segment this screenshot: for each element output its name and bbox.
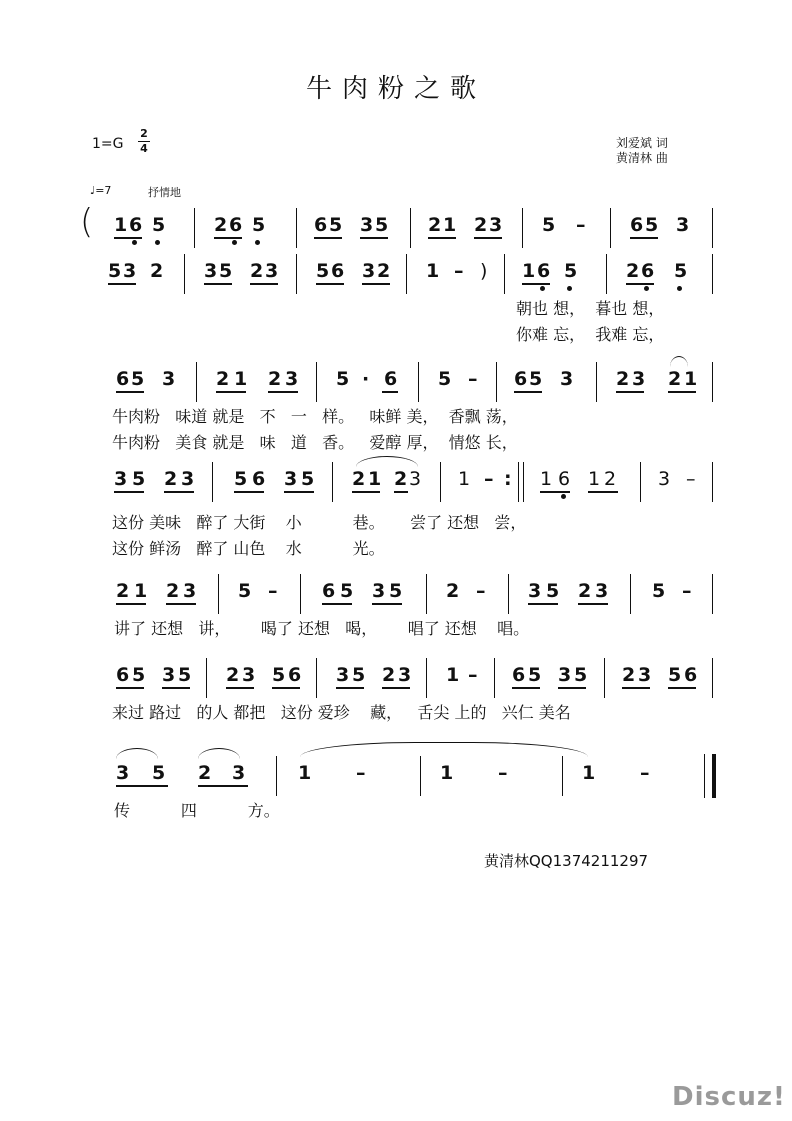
- note: 2: [474, 214, 488, 236]
- dash: –: [468, 664, 478, 686]
- measure-3-1: [114, 362, 194, 402]
- note: 1: [684, 368, 698, 390]
- measure-5-5: [526, 574, 626, 614]
- note: 1: [443, 214, 457, 236]
- measure-3-6: [614, 362, 708, 402]
- staff-line-3: [0, 362, 792, 402]
- note: 1: [234, 368, 248, 390]
- note: 6: [630, 214, 644, 236]
- staff-line-2: [0, 254, 792, 294]
- note: 6: [512, 664, 526, 686]
- note: 2: [394, 468, 408, 490]
- note: 3: [284, 468, 298, 490]
- note: 3: [123, 260, 137, 282]
- note: 5: [234, 468, 248, 490]
- note: 2: [150, 260, 164, 282]
- lyrics-line-2-verse-2: 你难 忘， 我难 忘，: [516, 325, 665, 344]
- measure-5-1: [114, 574, 214, 614]
- time-sig-bottom: 4: [140, 142, 148, 155]
- note: 3: [183, 580, 197, 602]
- note: 5: [132, 664, 146, 686]
- note: 2: [352, 468, 366, 490]
- note: 5: [352, 664, 366, 686]
- note: 5: [329, 214, 343, 236]
- note: 5: [108, 260, 122, 282]
- note: 6: [252, 468, 266, 490]
- lyrics-line-2-verse-1: 朝也 想， 暮也 想，: [516, 299, 665, 318]
- measure-4-6: [656, 462, 710, 502]
- measure-1-5: [540, 208, 606, 248]
- staff-line-6: [0, 658, 792, 698]
- note: 1: [134, 580, 148, 602]
- note: 5: [132, 468, 146, 490]
- note: 3: [162, 664, 176, 686]
- note: 2: [382, 664, 396, 686]
- time-sig-top: 2: [140, 127, 148, 140]
- note: 5: [238, 580, 252, 602]
- measure-2-1: [106, 254, 182, 294]
- song-title: 牛肉粉之歌: [305, 74, 486, 104]
- note: 3: [676, 214, 690, 236]
- note: 6: [558, 468, 571, 490]
- measure-3-2: [214, 362, 314, 402]
- note: 1: [446, 664, 460, 686]
- note: 6: [331, 260, 345, 282]
- note: 3: [362, 260, 376, 282]
- note: 3: [242, 664, 256, 686]
- note: 6: [537, 260, 551, 282]
- measure-3-4: [436, 362, 494, 402]
- note: 1: [522, 260, 536, 282]
- dash: –: [686, 468, 696, 490]
- dash: –: [268, 580, 278, 602]
- dash: –: [682, 580, 692, 602]
- note: 2: [578, 580, 592, 602]
- note: 3: [560, 368, 574, 390]
- note: 3: [372, 580, 386, 602]
- measure-3-3: [334, 362, 414, 402]
- note: 3: [360, 214, 374, 236]
- measure-6-4: [444, 658, 492, 698]
- note: 5: [131, 368, 145, 390]
- note: 5: [178, 664, 192, 686]
- measure-2-5: [520, 254, 602, 294]
- staff-line-4: [0, 462, 792, 502]
- note: 2: [428, 214, 442, 236]
- measure-6-6: [620, 658, 710, 698]
- note: 3: [658, 468, 671, 490]
- note: 2: [668, 368, 682, 390]
- measure-7-3: [438, 756, 558, 796]
- note: 1: [588, 468, 601, 490]
- measure-6-1: [114, 658, 204, 698]
- note: 3: [114, 468, 128, 490]
- measure-1-6: [628, 208, 708, 248]
- dash: –: [576, 214, 586, 236]
- note: 5: [301, 468, 315, 490]
- note: 2: [604, 468, 617, 490]
- lyrics-line-5: 讲了 还想 讲， 喝了 还想 喝， 唱了 还想 唱。: [114, 619, 530, 638]
- note: 5: [252, 214, 266, 236]
- intro-open-paren: (: [80, 202, 94, 242]
- note: 1: [426, 260, 440, 282]
- note: 2: [214, 214, 228, 236]
- staff-line-5: [0, 574, 792, 614]
- dash: –: [476, 580, 486, 602]
- note: 3: [285, 368, 299, 390]
- note: 3: [162, 368, 176, 390]
- note: 3: [528, 580, 542, 602]
- measure-7-2: [296, 756, 416, 796]
- note: 6: [229, 214, 243, 236]
- note: 6: [288, 664, 302, 686]
- note: 2: [216, 368, 230, 390]
- note: 5: [375, 214, 389, 236]
- note: 2: [198, 762, 212, 784]
- note: 3: [632, 368, 646, 390]
- note: 3: [204, 260, 218, 282]
- note: 1: [298, 762, 312, 784]
- note: 6: [641, 260, 655, 282]
- measure-6-2: [224, 658, 314, 698]
- note: 2: [616, 368, 630, 390]
- expression-marking: 抒情地: [148, 186, 181, 199]
- note: 6: [384, 368, 398, 390]
- measure-3-5: [512, 362, 592, 402]
- watermark-logo: Discuz!: [672, 1082, 786, 1112]
- measure-5-6: [650, 574, 708, 614]
- note: 5: [564, 260, 578, 282]
- staff-line-7: [0, 756, 792, 796]
- note: 6: [116, 664, 130, 686]
- note: 2: [164, 468, 178, 490]
- note: 5: [528, 664, 542, 686]
- note: 5: [272, 664, 286, 686]
- measure-4-3: [350, 462, 438, 502]
- note: 5: [152, 214, 166, 236]
- tempo-marking: ♩=7: [90, 184, 112, 197]
- note: 3: [489, 214, 503, 236]
- note: 5: [674, 260, 688, 282]
- note: 2: [626, 260, 640, 282]
- note: 5: [574, 664, 588, 686]
- close-paren: ): [480, 260, 488, 282]
- note: 3: [232, 762, 246, 784]
- lyrics-line-3-verse-1: 牛肉粉 味道 就是 不 一 样。 味鲜 美， 香飘 荡，: [112, 407, 518, 426]
- dash: –: [356, 762, 366, 784]
- measure-7-1: [114, 756, 264, 796]
- note: 5: [542, 214, 556, 236]
- dash: –: [484, 468, 494, 490]
- dash: –: [454, 260, 464, 282]
- note: 5: [219, 260, 233, 282]
- note: 2: [622, 664, 636, 686]
- note: 5: [652, 580, 666, 602]
- note: 2: [446, 580, 460, 602]
- staff-line-1: [0, 208, 792, 248]
- note: 5: [389, 580, 403, 602]
- measure-4-2: [232, 462, 330, 502]
- note: 2: [377, 260, 391, 282]
- note: 2: [116, 580, 130, 602]
- note: 1: [582, 762, 596, 784]
- measure-2-2: [202, 254, 294, 294]
- note: 6: [684, 664, 698, 686]
- measure-5-3: [320, 574, 420, 614]
- note: 1: [114, 214, 128, 236]
- measure-2-3: [314, 254, 404, 294]
- measure-6-3: [334, 658, 424, 698]
- measure-1-2: [212, 208, 292, 248]
- note: 1: [440, 762, 454, 784]
- note: 3: [398, 664, 412, 686]
- credits: [616, 136, 668, 166]
- time-signature: [138, 128, 150, 155]
- measure-5-4: [444, 574, 504, 614]
- note: 3: [336, 664, 350, 686]
- note: 1: [540, 468, 553, 490]
- note: 6: [116, 368, 130, 390]
- note: 6: [314, 214, 328, 236]
- measure-7-4: [580, 756, 700, 796]
- measure-1-4: [426, 208, 520, 248]
- note: 2: [250, 260, 264, 282]
- note: 5: [438, 368, 452, 390]
- note: 3: [638, 664, 652, 686]
- measure-4-5: [538, 462, 638, 502]
- note: 5: [546, 580, 560, 602]
- measure-5-2: [236, 574, 296, 614]
- dash: –: [468, 368, 478, 390]
- note: 3: [181, 468, 195, 490]
- note: 5: [529, 368, 543, 390]
- note: 2: [268, 368, 282, 390]
- note: 3: [265, 260, 279, 282]
- note: 3: [116, 762, 130, 784]
- composer: 黄清林 曲: [616, 151, 668, 165]
- dash: –: [498, 762, 508, 784]
- lyrics-line-4-verse-2: 这份 鲜汤 醉了 山色 水 光。: [112, 539, 385, 558]
- note: 2: [226, 664, 240, 686]
- note: 2: [166, 580, 180, 602]
- measure-6-5: [510, 658, 600, 698]
- measure-2-6: [624, 254, 708, 294]
- note: 1: [368, 468, 382, 490]
- measure-1-3: [312, 208, 408, 248]
- note: 6: [129, 214, 143, 236]
- key-signature: 1=G: [92, 136, 124, 152]
- repeat-dots: :: [504, 468, 512, 490]
- note: 6: [322, 580, 336, 602]
- arranger-signature: 黄清林QQ1374211297: [484, 852, 649, 870]
- dot-mark: ·: [362, 368, 370, 390]
- lyricist: 刘爱斌 词: [616, 136, 668, 150]
- measure-1-1: [112, 208, 192, 248]
- measure-4-1: [112, 462, 210, 502]
- note: 5: [340, 580, 354, 602]
- note: 5: [336, 368, 350, 390]
- lyrics-line-4-verse-1: 这份 美味 醉了 大街 小 巷。 尝了 还想 尝，: [112, 513, 527, 532]
- note: 3: [409, 468, 422, 490]
- lyrics-line-3-verse-2: 牛肉粉 美食 就是 味 道 香。 爱醇 厚， 情悠 长，: [112, 433, 518, 452]
- note: 5: [152, 762, 166, 784]
- note: 5: [316, 260, 330, 282]
- note: 6: [514, 368, 528, 390]
- dash: –: [640, 762, 650, 784]
- note: 3: [595, 580, 609, 602]
- note: 5: [645, 214, 659, 236]
- note: 3: [558, 664, 572, 686]
- lyrics-line-6: 来过 路过 的人 都把 这份 爱珍 藏， 舌尖 上的 兴仁 美名: [112, 703, 571, 722]
- note: 1: [458, 468, 471, 490]
- measure-2-4: [424, 254, 502, 294]
- lyrics-line-7: 传 四 方。: [114, 801, 280, 820]
- note: 5: [668, 664, 682, 686]
- measure-4-4: [456, 462, 516, 502]
